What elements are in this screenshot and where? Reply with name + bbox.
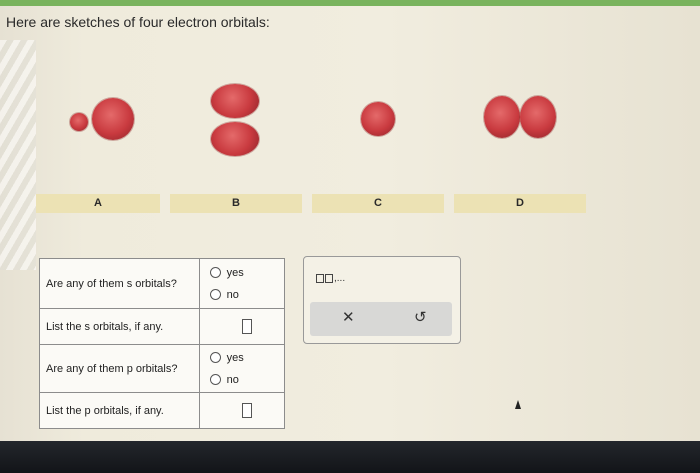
radio-label: yes	[226, 351, 244, 364]
radio-circle-icon[interactable]	[210, 374, 221, 385]
answer-cell	[199, 259, 284, 309]
orbital-label-a: A	[36, 194, 160, 213]
orbital-d-right-lobe	[520, 96, 556, 138]
top-accent-bar	[0, 0, 700, 6]
list-format-label: ,...	[334, 273, 346, 284]
table-row	[40, 393, 285, 429]
radio-circle-icon[interactable]	[210, 352, 221, 363]
radio-circle-icon[interactable]	[210, 267, 221, 278]
radio-s-no[interactable]	[210, 284, 284, 306]
question-list-s: List the s orbitals, if any.	[40, 309, 200, 345]
orbital-label-d: D	[454, 194, 586, 213]
question-heading: Here are sketches of four electron orbitals:	[6, 14, 270, 30]
question-list-p: List the p orbitals, if any.	[40, 393, 200, 429]
orbital-label-c: C	[312, 194, 444, 213]
action-bar	[310, 302, 452, 336]
device-bezel	[0, 441, 700, 473]
answer-cell	[199, 393, 284, 429]
answer-cell	[199, 345, 284, 393]
box-icon	[316, 274, 324, 283]
question-p-orbitals: Are any of them p orbitals?	[40, 345, 200, 393]
mouse-cursor-icon	[515, 400, 521, 409]
radio-s-yes[interactable]	[210, 262, 284, 284]
radio-p-yes[interactable]	[210, 347, 284, 369]
clear-button[interactable]: ✕	[342, 309, 355, 326]
undo-button[interactable]: ↺	[414, 309, 427, 326]
table-row	[40, 309, 285, 345]
question-s-orbitals: Are any of them s orbitals?	[40, 259, 200, 309]
radio-label: yes	[226, 266, 244, 279]
screen-glare	[0, 40, 36, 270]
answer-cell	[199, 309, 284, 345]
radio-circle-icon[interactable]	[210, 289, 221, 300]
orbital-label-b: B	[170, 194, 302, 213]
s-orbitals-input[interactable]	[242, 319, 252, 334]
radio-label: no	[226, 373, 239, 386]
orbital-b-bottom-lobe	[211, 122, 259, 156]
orbital-a-large-lobe	[92, 98, 134, 140]
list-format-button[interactable]	[316, 273, 345, 284]
table-row	[40, 259, 285, 309]
radio-p-no[interactable]	[210, 369, 284, 391]
radio-label: no	[226, 288, 239, 301]
answer-table	[39, 258, 285, 429]
answer-tool-panel	[303, 256, 461, 344]
orbital-c-sketch	[361, 102, 395, 136]
box-icon	[325, 274, 333, 283]
orbital-a-small-lobe	[70, 113, 88, 131]
table-row	[40, 345, 285, 393]
orbital-b-top-lobe	[211, 84, 259, 118]
p-orbitals-input[interactable]	[242, 403, 252, 418]
orbital-d-left-lobe	[484, 96, 520, 138]
